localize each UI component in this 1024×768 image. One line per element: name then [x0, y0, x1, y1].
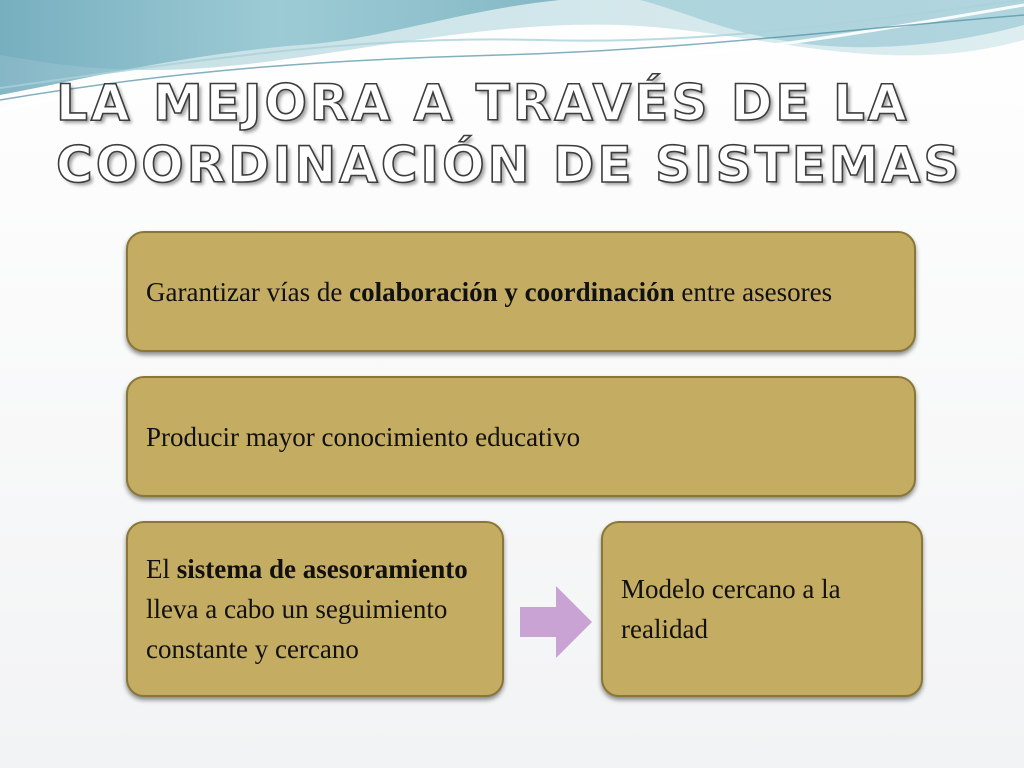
box-text: El sistema de asesoramiento lleva a cabo un seguimiento constante y cercano — [146, 554, 468, 664]
box-text: Garantizar vías de colaboración y coordinación entre asesores — [146, 276, 833, 307]
box-modelo-cercano — [601, 521, 923, 697]
box-bold-text: sistema de asesoramiento — [176, 554, 468, 584]
title-line-1: LA MEJORA A TRAVÉS DE LA — [56, 74, 910, 132]
slide-title — [56, 72, 986, 196]
box-sistema-asesoramiento — [126, 521, 504, 697]
box-producir-conocimiento — [126, 376, 916, 497]
box-text: Producir mayor conocimiento educativo — [146, 421, 581, 452]
box-text: Modelo cercano a la realidad — [621, 574, 841, 644]
right-arrow-icon — [520, 586, 592, 658]
box-garantizar-vias — [126, 231, 916, 352]
title-line-2: COORDINACIÓN DE SISTEMAS — [56, 136, 963, 194]
box-bold-text: colaboración y coordinación — [349, 276, 675, 307]
